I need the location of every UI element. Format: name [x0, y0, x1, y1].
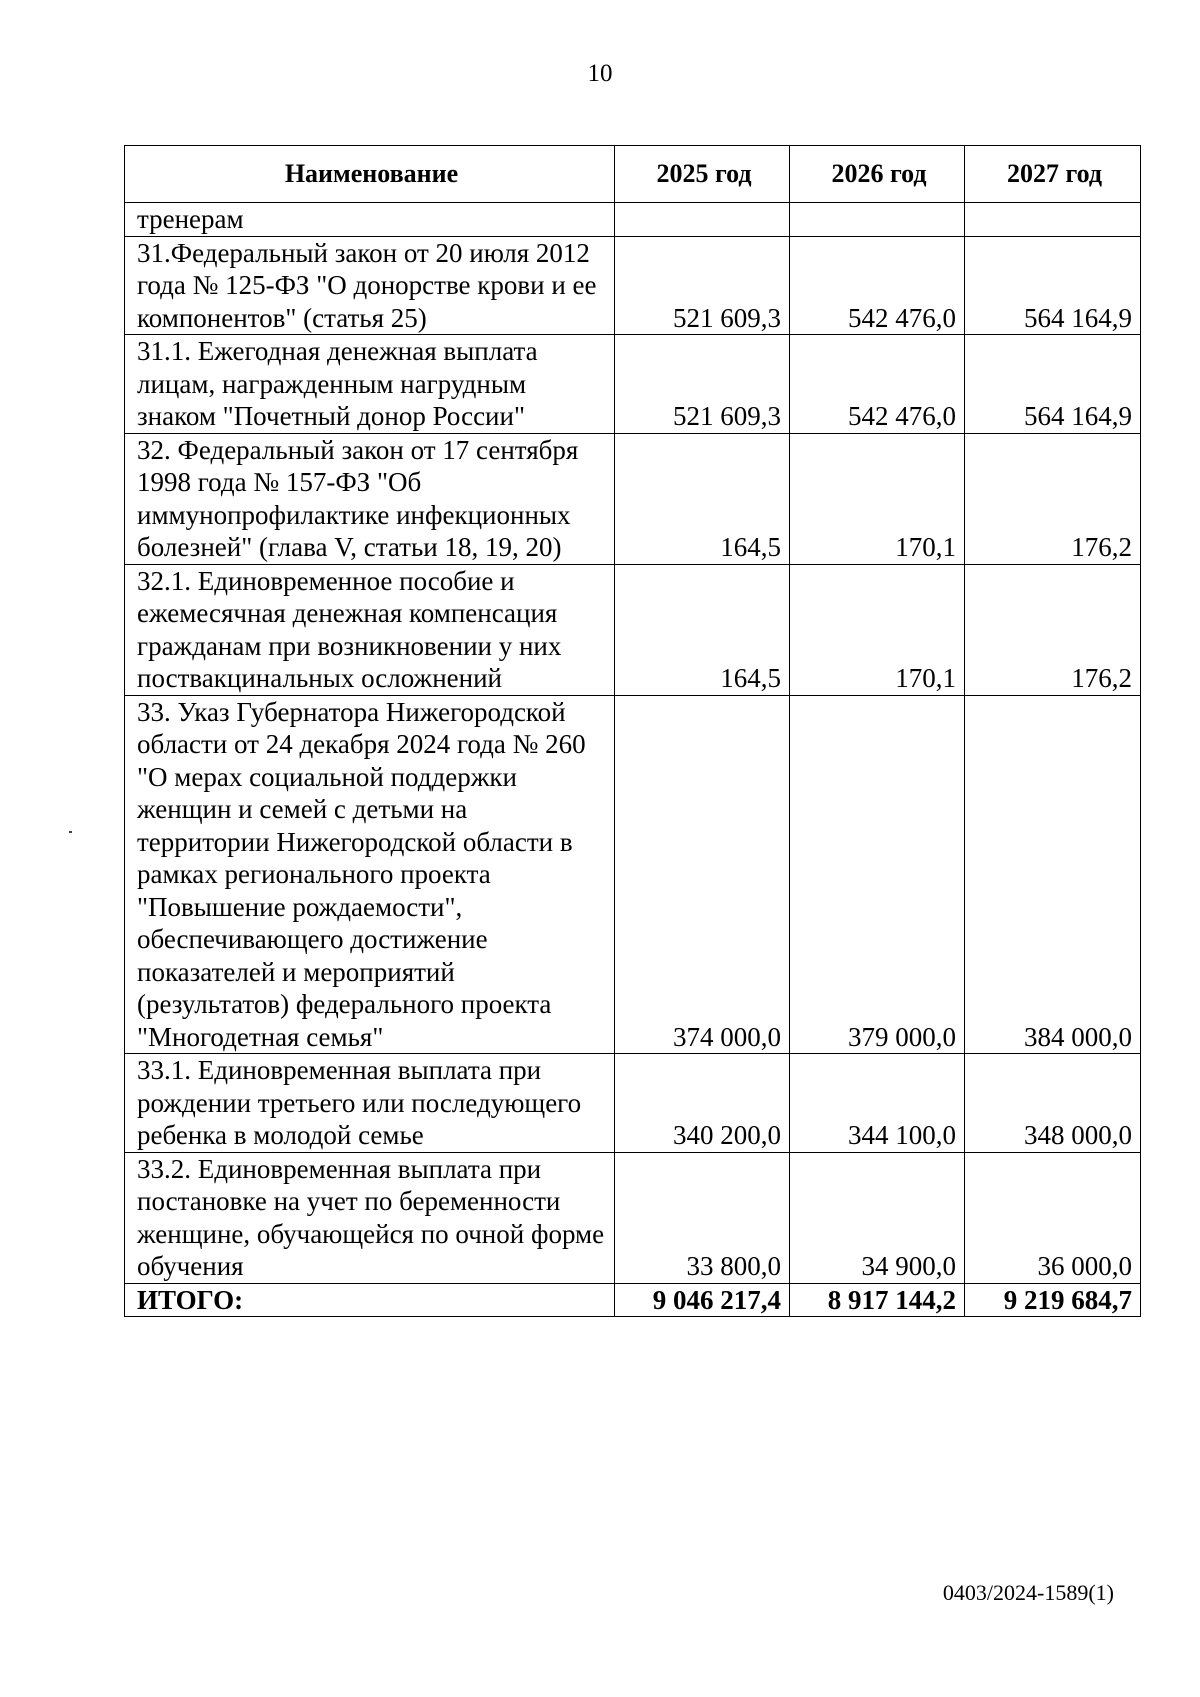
row-value-2026: 542 476,0 — [790, 236, 965, 335]
page-number: 10 — [587, 60, 613, 87]
row-value-2026: 379 000,0 — [790, 695, 965, 1054]
row-value-2027: 384 000,0 — [965, 695, 1141, 1054]
document-code: 0403/2024-1589(1) — [942, 1580, 1114, 1605]
row-value-2027: 176,2 — [965, 564, 1141, 695]
row-value-2025: 33 800,0 — [615, 1152, 790, 1283]
table-row — [125, 695, 1141, 1054]
table-row — [125, 1054, 1141, 1153]
row-name: 33.1. Единовременная выплата при рождении третьего или последующего ребенка в молодой семье — [125, 1054, 615, 1153]
budget-table — [124, 145, 1141, 1317]
row-name: тренерам — [125, 203, 615, 237]
column-header-2027: 2027 год — [965, 146, 1141, 203]
row-value-2025: 164,5 — [615, 564, 790, 695]
row-value-2025: 374 000,0 — [615, 695, 790, 1054]
row-value-2025: 164,5 — [615, 433, 790, 564]
table-row — [125, 335, 1141, 434]
column-header-2026: 2026 год — [790, 146, 965, 203]
column-header-name: Наименование — [125, 146, 615, 203]
total-value-2025: 9 046 217,4 — [615, 1283, 790, 1317]
total-row — [125, 1283, 1141, 1317]
row-name: 32.1. Единовременное пособие и ежемесячная денежная компенсация гражданам при возникновении у них поствакцинальных осложнений — [125, 564, 615, 695]
row-name: 31.1. Ежегодная денежная выплата лицам, награжденным нагрудным знаком "Почетный донор России" — [125, 335, 615, 434]
row-value-2027: 348 000,0 — [965, 1054, 1141, 1153]
row-value-2027 — [965, 203, 1141, 237]
row-value-2026 — [790, 203, 965, 237]
row-value-2026: 34 900,0 — [790, 1152, 965, 1283]
total-label: ИТОГО: — [125, 1283, 615, 1317]
row-value-2027: 564 164,9 — [965, 236, 1141, 335]
row-value-2026: 170,1 — [790, 564, 965, 695]
row-value-2025: 521 609,3 — [615, 335, 790, 434]
row-name: 31.Федеральный закон от 20 июля 2012 года № 125-ФЗ "О донорстве крови и ее компонентов" (статья 25) — [125, 236, 615, 335]
table-row — [125, 564, 1141, 695]
table-row — [125, 203, 1141, 237]
table-header-row — [125, 146, 1141, 203]
total-value-2026: 8 917 144,2 — [790, 1283, 965, 1317]
row-value-2026: 542 476,0 — [790, 335, 965, 434]
row-value-2027: 564 164,9 — [965, 335, 1141, 434]
row-value-2026: 344 100,0 — [790, 1054, 965, 1153]
row-value-2027: 176,2 — [965, 433, 1141, 564]
table-row — [125, 433, 1141, 564]
row-name: 33. Указ Губернатора Нижегородской области от 24 декабря 2024 года № 260 "О мерах социальной поддержки женщин и семей с детьми на территории Нижегородской области в рамках регионального проекта "Повышение рождаемости", обеспечивающего достижение показателей и мероприятий (результатов) федерального проекта "Многодетная семья" — [125, 695, 615, 1054]
row-value-2025: 340 200,0 — [615, 1054, 790, 1153]
column-header-2025: 2025 год — [615, 146, 790, 203]
row-value-2026: 170,1 — [790, 433, 965, 564]
scan-speck — [69, 831, 72, 833]
row-value-2025: 521 609,3 — [615, 236, 790, 335]
table-row — [125, 236, 1141, 335]
row-value-2027: 36 000,0 — [965, 1152, 1141, 1283]
total-value-2027: 9 219 684,7 — [965, 1283, 1141, 1317]
row-name: 33.2. Единовременная выплата при постановке на учет по беременности женщине, обучающейся по очной форме обучения — [125, 1152, 615, 1283]
row-value-2025 — [615, 203, 790, 237]
row-name: 32. Федеральный закон от 17 сентября 1998 года № 157-ФЗ "Об иммунопрофилактике инфекционных болезней" (глава V, статьи 18, 19, 20) — [125, 433, 615, 564]
table-row — [125, 1152, 1141, 1283]
